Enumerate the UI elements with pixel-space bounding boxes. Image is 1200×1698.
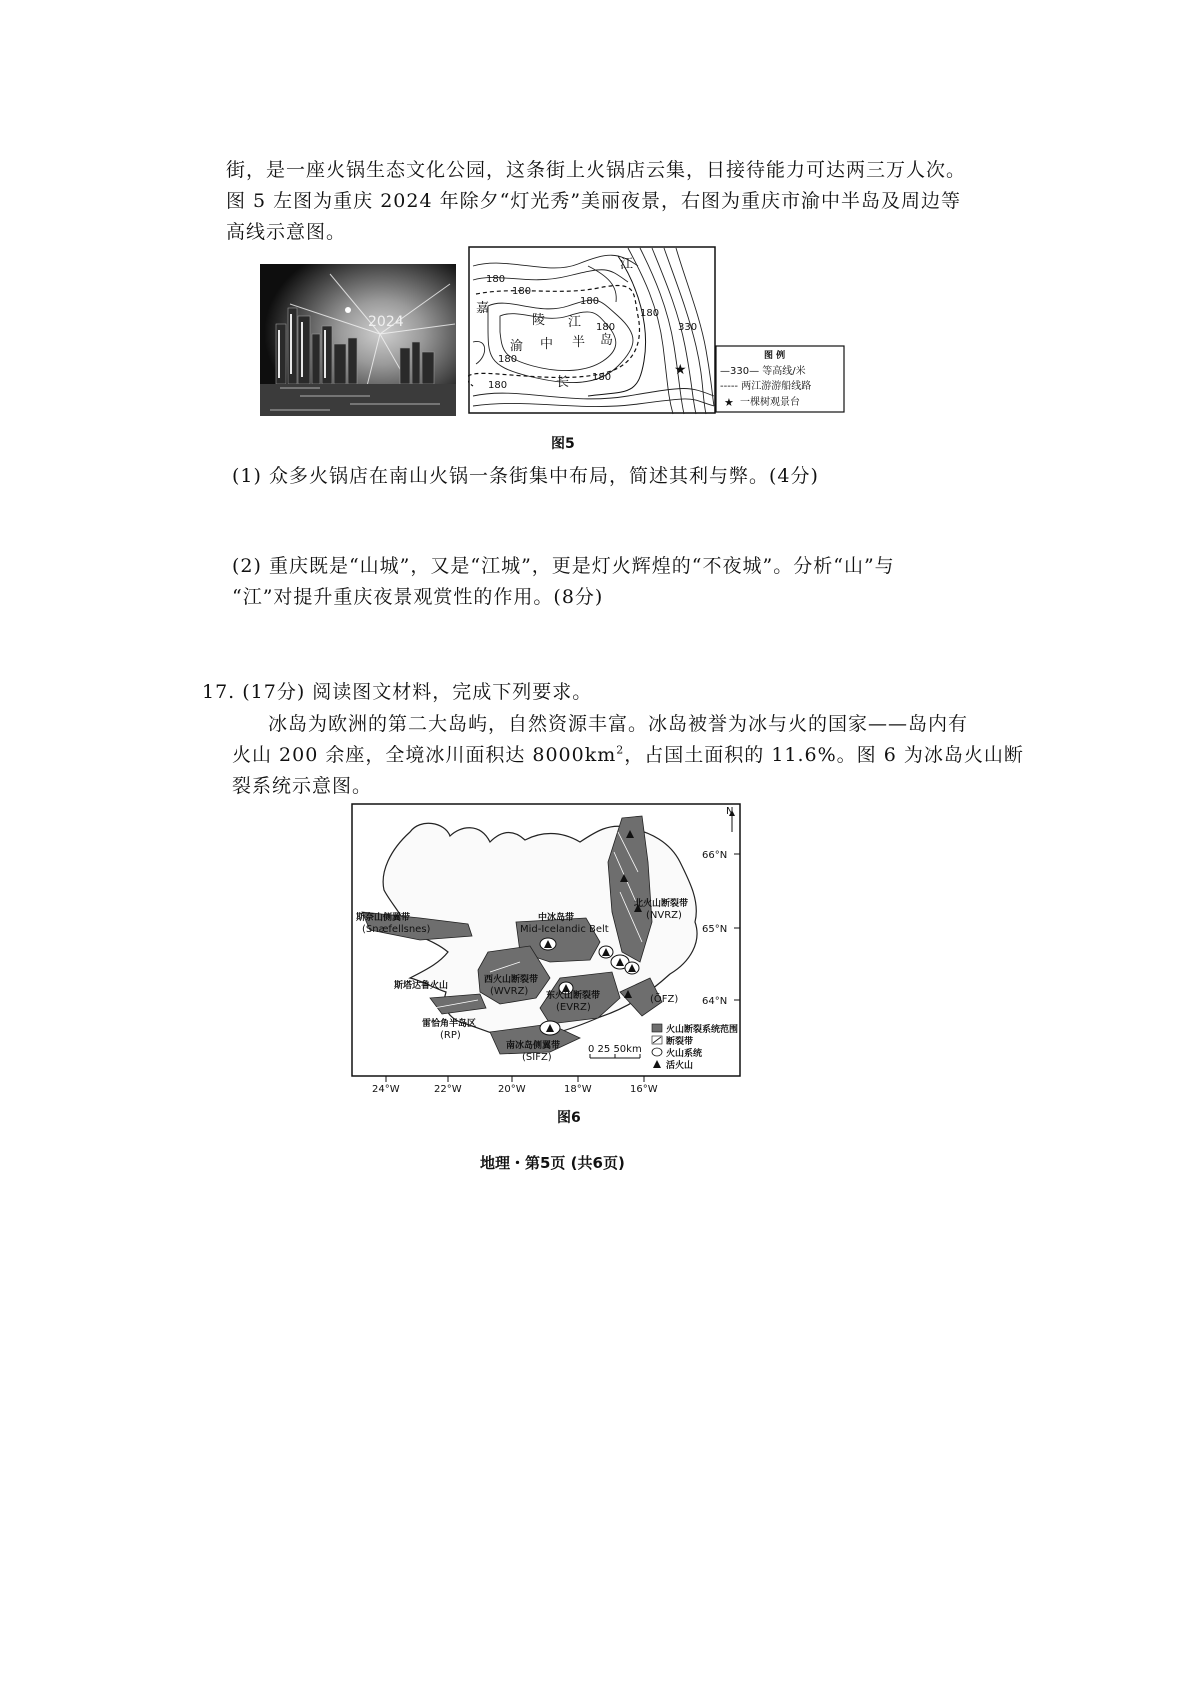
label-wvrz-cn: 西火山断裂带 — [484, 975, 539, 985]
contour-label: 180 — [488, 380, 508, 391]
label-stadur: 斯塔达鲁火山 — [394, 981, 449, 991]
label-evrz-cn: 东火山断裂带 — [546, 991, 601, 1001]
label-rp-en: (RP) — [440, 1030, 461, 1041]
label-dao: 岛 — [600, 333, 614, 348]
page-footer: 地理・第5页 (共6页) — [480, 1154, 625, 1172]
legend-viewpoint: 一棵树观景台 — [740, 397, 800, 408]
intro-line-3: 高线示意图。 — [226, 221, 347, 243]
north-arrow-label: N — [726, 806, 734, 817]
legend-title: 图 例 — [764, 351, 786, 361]
figure5-caption: 图5 — [551, 436, 575, 452]
label-chang: 长 — [556, 375, 570, 390]
label-evrz-en: (EVRZ) — [556, 1002, 591, 1013]
contour-label: 180 — [486, 274, 506, 285]
lon-22: 22°W — [434, 1084, 462, 1094]
lat-65: 65°N — [702, 924, 728, 935]
legend-contour: —330— 等高线/米 — [720, 366, 806, 377]
scale-bar-label: 0 25 50km — [588, 1044, 642, 1055]
contour-label: 180 — [498, 354, 518, 365]
label-ling: 陵 — [532, 313, 546, 328]
lat-64: 64°N — [702, 996, 728, 1007]
label-snaefellsnes-en: (Snæfellsnes) — [362, 924, 431, 935]
label-oefz: (ÖFZ) — [650, 994, 679, 1005]
label-mid-cn: 中冰岛带 — [538, 913, 575, 923]
intro-line-1: 街，是一座火锅生态文化公园，这条街上火锅店云集，日接待能力可达两三万人次。 — [226, 159, 967, 181]
q17-paragraph-line2: 火山 200 余座，全境冰川面积达 $8000km^2$，占国土面积的 11.6%。图 6 为冰岛火山断 — [232, 743, 1024, 766]
label-snaefellsnes-cn: 斯奈山侧翼带 — [356, 913, 411, 923]
contour-label: 180 — [596, 322, 616, 333]
figure6-caption: 图6 — [557, 1110, 581, 1126]
label-nvrz-en: (NVRZ) — [646, 910, 682, 921]
label-jiang-1: 江 — [620, 257, 634, 272]
photo-banner-2024: 2024 — [368, 314, 404, 330]
label-sifz-cn: 南冰岛侧翼带 — [506, 1041, 561, 1051]
legend-star-icon: ★ — [724, 396, 734, 409]
legend-active-volcano: 活火山 — [666, 1061, 694, 1071]
lon-24: 24°W — [372, 1084, 400, 1094]
q17-paragraph-line1: 冰岛为欧洲的第二大岛屿，自然资源丰富。冰岛被誉为冰与火的国家——岛内有 — [268, 713, 969, 735]
yuzhong-contour-map — [468, 246, 848, 416]
legend-fault: 断裂带 — [666, 1037, 694, 1047]
contour-label: 180 — [640, 308, 660, 319]
legend-route: ----- 两江游游船线路 — [720, 381, 812, 392]
lon-18: 18°W — [564, 1084, 592, 1094]
label-ban: 半 — [572, 335, 586, 350]
question-16-1: (1) 众多火锅店在南山火锅一条街集中布局，简述其利与弊。(4分) — [232, 465, 819, 487]
contour-label: 330 — [678, 322, 698, 333]
question-17-header: 17. (17分) 阅读图文材料，完成下列要求。 — [202, 681, 593, 703]
legend-volcano-system: 火山系统 — [666, 1049, 703, 1059]
label-yu: 渝 — [510, 339, 524, 354]
label-rp-cn: 雷恰角半岛区 — [422, 1019, 477, 1029]
contour-label: 180 — [592, 372, 612, 383]
lon-16: 16°W — [630, 1084, 658, 1094]
label-sifz-en: (SIFZ) — [522, 1052, 552, 1063]
label-jia: 嘉 — [476, 301, 490, 316]
iceland-rift-map — [350, 802, 746, 1094]
night-scene-photo — [260, 264, 456, 416]
label-nvrz-cn: 北火山断裂带 — [634, 899, 689, 909]
q17-paragraph-line3: 裂系统示意图。 — [232, 775, 373, 797]
viewpoint-star-icon: ★ — [674, 362, 687, 378]
label-jiang-2: 江 — [568, 315, 582, 330]
label-wvrz-en: (WVRZ) — [490, 986, 529, 997]
label-mid-en: Mid-Icelandic Belt — [520, 924, 609, 935]
legend-range: 火山断裂系统范围 — [666, 1025, 739, 1035]
contour-label: 180 — [580, 296, 600, 307]
lon-20: 20°W — [498, 1084, 526, 1094]
lat-66: 66°N — [702, 850, 728, 861]
contour-label: 180 — [512, 286, 532, 297]
label-zhong: 中 — [540, 337, 554, 352]
question-16-2-line2: “江”对提升重庆夜景观赏性的作用。(8分) — [232, 586, 604, 608]
question-16-2-line1: (2) 重庆既是“山城”，又是“江城”，更是灯火辉煌的“不夜城”。分析“山”与 — [232, 555, 895, 577]
intro-line-2: 图 5 左图为重庆 2024 年除夕“灯光秀”美丽夜景，右图为重庆市渝中半岛及周边等 — [226, 190, 962, 212]
